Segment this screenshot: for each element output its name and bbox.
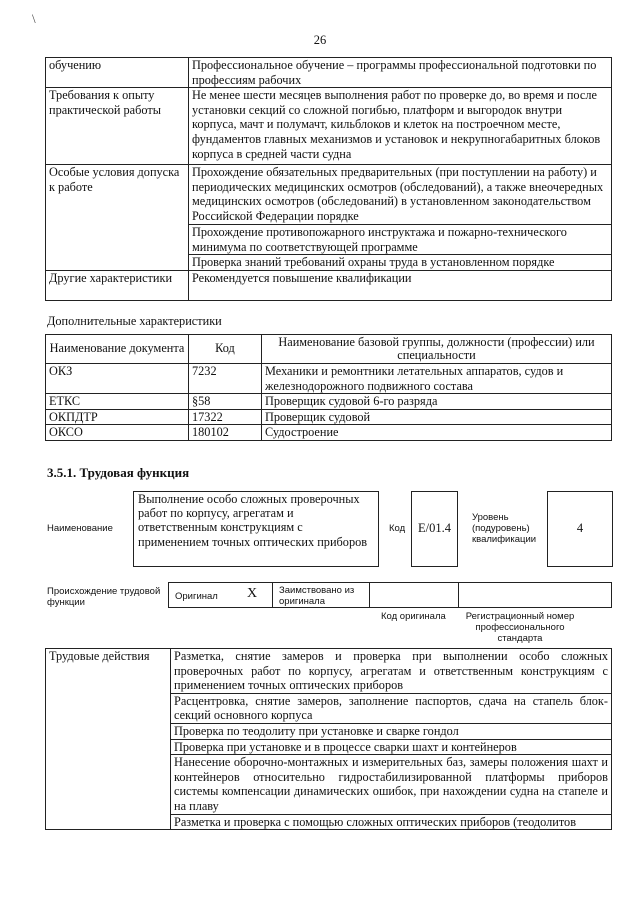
table-row	[46, 270, 612, 300]
requirements-table	[45, 57, 612, 301]
section-title: 3.5.1. Трудовая функция	[47, 465, 190, 480]
action-item: Разметка и проверка с помощью сложных оптических приборов (теодолитов	[171, 814, 612, 830]
reg-number-cell	[458, 582, 612, 608]
row-text: Рекомендуется повышение квалификации	[189, 270, 612, 300]
name-cell: Судостроение	[262, 425, 612, 441]
original-cell	[168, 582, 273, 608]
code-cell: §58	[189, 394, 262, 410]
code-cell: 7232	[189, 364, 262, 394]
row-text: Прохождение противопожарного инструктажа и пожарно-технического минимума по соответствующей программе	[189, 225, 612, 255]
table-row	[46, 58, 612, 88]
name-cell: Механики и ремонтники летательных аппаратов, судов и железнодорожного подвижного состава	[262, 364, 612, 394]
original-code-caption: Код оригинала	[381, 611, 446, 622]
doc-cell: ОКСО	[46, 425, 189, 441]
row-text: Профессиональное обучение – программы профессиональной подготовки по профессиям рабочих	[189, 58, 612, 88]
original-mark: X	[247, 586, 258, 601]
table-row	[46, 364, 612, 394]
column-header: Код	[189, 335, 262, 364]
origin-label: Происхождение трудовой функции	[47, 586, 161, 608]
column-header: Наименование документа	[46, 335, 189, 364]
reg-number-caption: Регистрационный номер профессионального стандарта	[465, 611, 575, 644]
action-item: Проверка по теодолиту при установке и сварке гондол	[171, 723, 612, 739]
table-row	[46, 394, 612, 410]
column-header: Наименование базовой группы, должности (профессии) или специальности	[262, 335, 612, 364]
table-row	[46, 165, 612, 225]
level-box: 4	[547, 491, 613, 567]
function-code-box: E/01.4	[411, 491, 458, 567]
action-item: Нанесение оборочно-монтажных и измерительных баз, замеры положения шахт и контейнеров относительно гидростабилизированной платформы приборов системы компенсации динамических ошибок, при нахождении судна на стапеле и на плаву	[171, 755, 612, 814]
corner-mark: \	[32, 11, 36, 26]
labour-actions-table	[45, 648, 612, 830]
table-row	[46, 409, 612, 425]
extra-characteristics-table	[45, 334, 612, 441]
borrowed-label: Заимствовано из оригинала	[279, 585, 355, 607]
doc-cell: ОКПДТР	[46, 409, 189, 425]
original-code-cell	[369, 582, 459, 608]
name-cell: Проверщик судовой 6-го разряда	[262, 394, 612, 410]
row-label: Другие характеристики	[46, 270, 189, 300]
page-number: 26	[313, 33, 327, 47]
name-cell: Проверщик судовой	[262, 409, 612, 425]
table-row	[46, 88, 612, 165]
row-text: Не менее шести месяцев выполнения работ по проверке до, во время и после установки секций со сложной погибью, платформ и выгородок внутри корпуса, мачт и полумачт, кильблоков и клеток на построечном месте, фундаментов главных механизмов и установок и некрупногабаритных блоков корпуса в средней части судна	[189, 88, 612, 165]
action-item: Проверка при установке и в процессе сварки шахт и контейнеров	[171, 739, 612, 755]
code-label: Код	[389, 523, 406, 534]
row-label: обучению	[46, 58, 189, 88]
doc-cell: ЕТКС	[46, 394, 189, 410]
table-row	[46, 425, 612, 441]
action-item: Расцентровка, снятие замеров, заполнение паспортов, сдача на стапель блок-секций основного корпуса	[171, 693, 612, 723]
table-row	[46, 649, 612, 694]
original-label: Оригинал	[175, 591, 218, 602]
table-header-row	[46, 335, 612, 364]
row-text: Проверка знаний требований охраны труда в установленном порядке	[189, 255, 612, 271]
row-label: Требования к опыту практической работы	[46, 88, 189, 165]
level-label: Уровень (подуровень) квалификации	[472, 512, 537, 545]
function-name-box: Выполнение особо сложных проверочных работ по корпусу, агрегатам и ответственным конструкциям с применением точных оптических приборов	[133, 491, 379, 567]
actions-label: Трудовые действия	[46, 649, 171, 830]
name-label: Наименование	[47, 523, 113, 534]
extra-characteristics-title: Дополнительные характеристики	[47, 314, 222, 328]
action-item: Разметка, снятие замеров и проверка при выполнении особо сложных проверочных работ по корпусу, агрегатам и ответственным конструкциям с применением точных оптических приборов	[171, 649, 612, 694]
borrowed-cell	[272, 582, 370, 608]
doc-cell: ОКЗ	[46, 364, 189, 394]
code-cell: 180102	[189, 425, 262, 441]
row-text: Прохождение обязательных предварительных (при поступлении на работу) и периодических медицинских осмотров (обследований), а также внеочередных медицинских осмотров (обследований) в установленном законодательством Российской Федерации порядке	[189, 165, 612, 225]
row-label: Особые условия допуска к работе	[46, 165, 189, 271]
code-cell: 17322	[189, 409, 262, 425]
